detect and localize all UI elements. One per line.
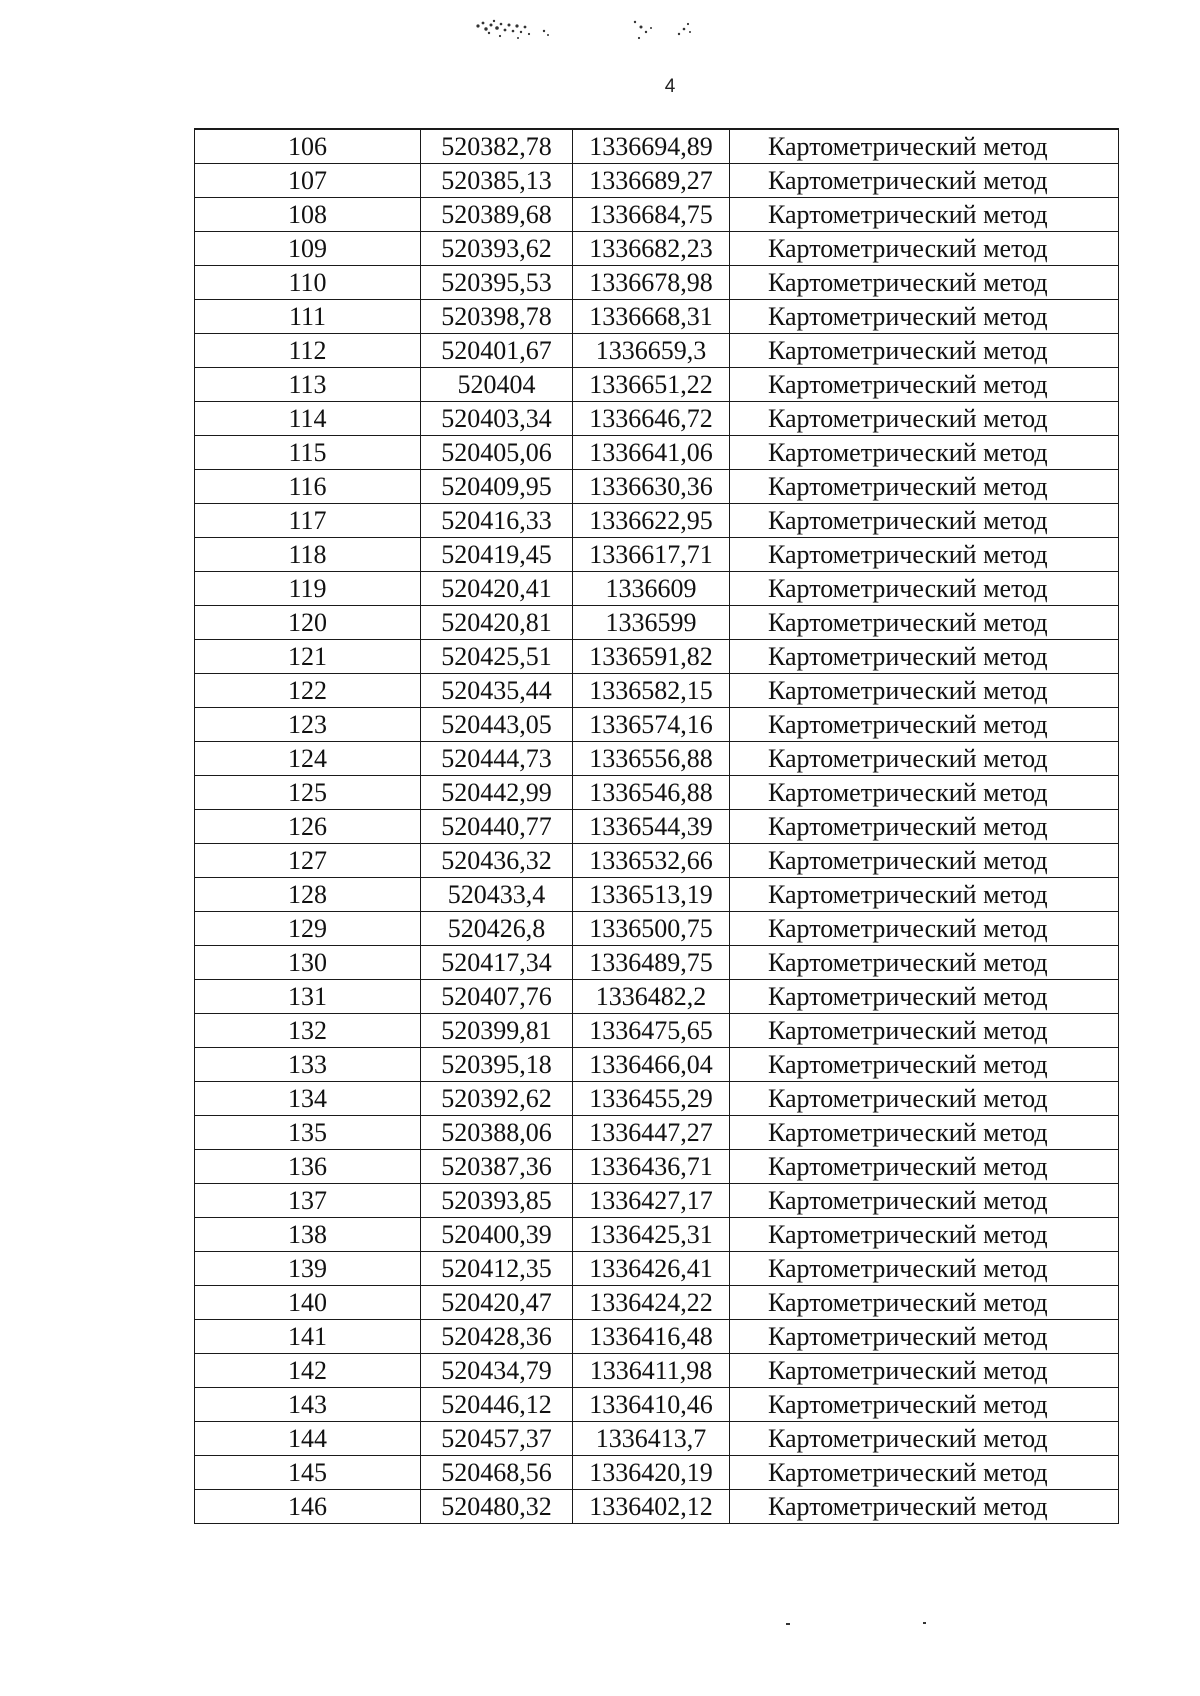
table-row — [195, 1422, 1119, 1456]
y-coordinate-cell: 1336582,15 — [573, 674, 730, 708]
method-cell: Картометрический метод — [730, 436, 1119, 470]
y-coordinate-cell: 1336411,98 — [573, 1354, 730, 1388]
point-number-cell: 126 — [195, 810, 421, 844]
table-row — [195, 470, 1119, 504]
y-coordinate-cell: 1336436,71 — [573, 1150, 730, 1184]
table-row — [195, 674, 1119, 708]
table-row — [195, 946, 1119, 980]
y-coordinate-cell: 1336544,39 — [573, 810, 730, 844]
x-coordinate-cell: 520395,53 — [421, 266, 573, 300]
y-coordinate-cell: 1336532,66 — [573, 844, 730, 878]
x-coordinate-cell: 520435,44 — [421, 674, 573, 708]
point-number-cell: 138 — [195, 1218, 421, 1252]
y-coordinate-cell: 1336682,23 — [573, 232, 730, 266]
method-cell: Картометрический метод — [730, 1286, 1119, 1320]
y-coordinate-cell: 1336689,27 — [573, 164, 730, 198]
coordinates-table-body — [195, 129, 1119, 1524]
y-coordinate-cell: 1336402,12 — [573, 1490, 730, 1524]
point-number-cell: 108 — [195, 198, 421, 232]
method-cell: Картометрический метод — [730, 198, 1119, 232]
x-coordinate-cell: 520404 — [421, 368, 573, 402]
x-coordinate-cell: 520417,34 — [421, 946, 573, 980]
point-number-cell: 118 — [195, 538, 421, 572]
y-coordinate-cell: 1336426,41 — [573, 1252, 730, 1286]
x-coordinate-cell: 520409,95 — [421, 470, 573, 504]
method-cell: Картометрический метод — [730, 1456, 1119, 1490]
x-coordinate-cell: 520405,06 — [421, 436, 573, 470]
point-number-cell: 143 — [195, 1388, 421, 1422]
y-coordinate-cell: 1336482,2 — [573, 980, 730, 1014]
point-number-cell: 130 — [195, 946, 421, 980]
method-cell: Картометрический метод — [730, 912, 1119, 946]
point-number-cell: 137 — [195, 1184, 421, 1218]
x-coordinate-cell: 520428,36 — [421, 1320, 573, 1354]
y-coordinate-cell: 1336622,95 — [573, 504, 730, 538]
table-row — [195, 402, 1119, 436]
point-number-cell: 134 — [195, 1082, 421, 1116]
table-row — [195, 742, 1119, 776]
table-row — [195, 1354, 1119, 1388]
x-coordinate-cell: 520395,18 — [421, 1048, 573, 1082]
y-coordinate-cell: 1336500,75 — [573, 912, 730, 946]
point-number-cell: 122 — [195, 674, 421, 708]
method-cell: Картометрический метод — [730, 708, 1119, 742]
x-coordinate-cell: 520401,67 — [421, 334, 573, 368]
table-row — [195, 1218, 1119, 1252]
x-coordinate-cell: 520436,32 — [421, 844, 573, 878]
table-row — [195, 129, 1119, 164]
method-cell: Картометрический метод — [730, 1388, 1119, 1422]
point-number-cell: 112 — [195, 334, 421, 368]
point-number-cell: 136 — [195, 1150, 421, 1184]
method-cell: Картометрический метод — [730, 1014, 1119, 1048]
point-number-cell: 113 — [195, 368, 421, 402]
method-cell: Картометрический метод — [730, 334, 1119, 368]
method-cell: Картометрический метод — [730, 1184, 1119, 1218]
table-row — [195, 198, 1119, 232]
point-number-cell: 121 — [195, 640, 421, 674]
method-cell: Картометрический метод — [730, 810, 1119, 844]
y-coordinate-cell: 1336678,98 — [573, 266, 730, 300]
x-coordinate-cell: 520385,13 — [421, 164, 573, 198]
y-coordinate-cell: 1336694,89 — [573, 129, 730, 164]
x-coordinate-cell: 520393,85 — [421, 1184, 573, 1218]
y-coordinate-cell: 1336646,72 — [573, 402, 730, 436]
y-coordinate-cell: 1336425,31 — [573, 1218, 730, 1252]
y-coordinate-cell: 1336413,7 — [573, 1422, 730, 1456]
x-coordinate-cell: 520398,78 — [421, 300, 573, 334]
method-cell: Картометрический метод — [730, 878, 1119, 912]
x-coordinate-cell: 520457,37 — [421, 1422, 573, 1456]
point-number-cell: 119 — [195, 572, 421, 606]
x-coordinate-cell: 520480,32 — [421, 1490, 573, 1524]
method-cell: Картометрический метод — [730, 1252, 1119, 1286]
x-coordinate-cell: 520416,33 — [421, 504, 573, 538]
table-row — [195, 640, 1119, 674]
table-row — [195, 1388, 1119, 1422]
method-cell: Картометрический метод — [730, 232, 1119, 266]
table-row — [195, 1286, 1119, 1320]
y-coordinate-cell: 1336591,82 — [573, 640, 730, 674]
y-coordinate-cell: 1336455,29 — [573, 1082, 730, 1116]
y-coordinate-cell: 1336556,88 — [573, 742, 730, 776]
point-number-cell: 117 — [195, 504, 421, 538]
y-coordinate-cell: 1336574,16 — [573, 708, 730, 742]
y-coordinate-cell: 1336599 — [573, 606, 730, 640]
point-number-cell: 128 — [195, 878, 421, 912]
table-row — [195, 1082, 1119, 1116]
y-coordinate-cell: 1336684,75 — [573, 198, 730, 232]
table-row — [195, 810, 1119, 844]
point-number-cell: 133 — [195, 1048, 421, 1082]
point-number-cell: 131 — [195, 980, 421, 1014]
point-number-cell: 110 — [195, 266, 421, 300]
x-coordinate-cell: 520420,47 — [421, 1286, 573, 1320]
y-coordinate-cell: 1336427,17 — [573, 1184, 730, 1218]
point-number-cell: 124 — [195, 742, 421, 776]
method-cell: Картометрический метод — [730, 980, 1119, 1014]
point-number-cell: 145 — [195, 1456, 421, 1490]
table-row — [195, 538, 1119, 572]
table-row — [195, 1150, 1119, 1184]
x-coordinate-cell: 520442,99 — [421, 776, 573, 810]
table-row — [195, 1252, 1119, 1286]
x-coordinate-cell: 520426,8 — [421, 912, 573, 946]
point-number-cell: 116 — [195, 470, 421, 504]
x-coordinate-cell: 520468,56 — [421, 1456, 573, 1490]
method-cell: Картометрический метод — [730, 606, 1119, 640]
x-coordinate-cell: 520420,81 — [421, 606, 573, 640]
point-number-cell: 146 — [195, 1490, 421, 1524]
y-coordinate-cell: 1336489,75 — [573, 946, 730, 980]
method-cell: Картометрический метод — [730, 844, 1119, 878]
method-cell: Картометрический метод — [730, 1422, 1119, 1456]
method-cell: Картометрический метод — [730, 129, 1119, 164]
method-cell: Картометрический метод — [730, 1082, 1119, 1116]
y-coordinate-cell: 1336420,19 — [573, 1456, 730, 1490]
point-number-cell: 111 — [195, 300, 421, 334]
table-row — [195, 436, 1119, 470]
y-coordinate-cell: 1336466,04 — [573, 1048, 730, 1082]
table-row — [195, 708, 1119, 742]
x-coordinate-cell: 520388,06 — [421, 1116, 573, 1150]
table-row — [195, 776, 1119, 810]
point-number-cell: 139 — [195, 1252, 421, 1286]
table-row — [195, 844, 1119, 878]
y-coordinate-cell: 1336424,22 — [573, 1286, 730, 1320]
method-cell: Картометрический метод — [730, 402, 1119, 436]
method-cell: Картометрический метод — [730, 1116, 1119, 1150]
point-number-cell: 129 — [195, 912, 421, 946]
point-number-cell: 142 — [195, 1354, 421, 1388]
method-cell: Картометрический метод — [730, 1354, 1119, 1388]
method-cell: Картометрический метод — [730, 368, 1119, 402]
point-number-cell: 127 — [195, 844, 421, 878]
y-coordinate-cell: 1336475,65 — [573, 1014, 730, 1048]
x-coordinate-cell: 520440,77 — [421, 810, 573, 844]
method-cell: Картометрический метод — [730, 674, 1119, 708]
point-number-cell: 125 — [195, 776, 421, 810]
x-coordinate-cell: 520393,62 — [421, 232, 573, 266]
method-cell: Картометрический метод — [730, 640, 1119, 674]
table-row — [195, 164, 1119, 198]
table-row — [195, 266, 1119, 300]
y-coordinate-cell: 1336659,3 — [573, 334, 730, 368]
method-cell: Картометрический метод — [730, 470, 1119, 504]
x-coordinate-cell: 520425,51 — [421, 640, 573, 674]
y-coordinate-cell: 1336416,48 — [573, 1320, 730, 1354]
method-cell: Картометрический метод — [730, 1218, 1119, 1252]
point-number-cell: 120 — [195, 606, 421, 640]
method-cell: Картометрический метод — [730, 504, 1119, 538]
table-row — [195, 572, 1119, 606]
point-number-cell: 106 — [195, 129, 421, 164]
point-number-cell: 140 — [195, 1286, 421, 1320]
y-coordinate-cell: 1336609 — [573, 572, 730, 606]
table-row — [195, 1320, 1119, 1354]
method-cell: Картометрический метод — [730, 742, 1119, 776]
y-coordinate-cell: 1336668,31 — [573, 300, 730, 334]
x-coordinate-cell: 520399,81 — [421, 1014, 573, 1048]
scan-noise-dots — [780, 1618, 940, 1628]
point-number-cell: 114 — [195, 402, 421, 436]
x-coordinate-cell: 520403,34 — [421, 402, 573, 436]
method-cell: Картометрический метод — [730, 164, 1119, 198]
table-row — [195, 504, 1119, 538]
y-coordinate-cell: 1336447,27 — [573, 1116, 730, 1150]
x-coordinate-cell: 520419,45 — [421, 538, 573, 572]
method-cell: Картометрический метод — [730, 1048, 1119, 1082]
table-row — [195, 1184, 1119, 1218]
table-row — [195, 1116, 1119, 1150]
x-coordinate-cell: 520400,39 — [421, 1218, 573, 1252]
method-cell: Картометрический метод — [730, 1320, 1119, 1354]
x-coordinate-cell: 520412,35 — [421, 1252, 573, 1286]
x-coordinate-cell: 520443,05 — [421, 708, 573, 742]
table-row — [195, 334, 1119, 368]
table-row — [195, 606, 1119, 640]
y-coordinate-cell: 1336410,46 — [573, 1388, 730, 1422]
method-cell: Картометрический метод — [730, 946, 1119, 980]
table-row — [195, 1490, 1119, 1524]
method-cell: Картометрический метод — [730, 1150, 1119, 1184]
y-coordinate-cell: 1336641,06 — [573, 436, 730, 470]
method-cell: Картометрический метод — [730, 300, 1119, 334]
x-coordinate-cell: 520446,12 — [421, 1388, 573, 1422]
x-coordinate-cell: 520444,73 — [421, 742, 573, 776]
method-cell: Картометрический метод — [730, 538, 1119, 572]
x-coordinate-cell: 520434,79 — [421, 1354, 573, 1388]
point-number-cell: 141 — [195, 1320, 421, 1354]
table-row — [195, 1048, 1119, 1082]
y-coordinate-cell: 1336546,88 — [573, 776, 730, 810]
point-number-cell: 107 — [195, 164, 421, 198]
table-row — [195, 1014, 1119, 1048]
coordinates-table — [194, 128, 1119, 1524]
point-number-cell: 115 — [195, 436, 421, 470]
y-coordinate-cell: 1336617,71 — [573, 538, 730, 572]
y-coordinate-cell: 1336651,22 — [573, 368, 730, 402]
x-coordinate-cell: 520389,68 — [421, 198, 573, 232]
point-number-cell: 135 — [195, 1116, 421, 1150]
x-coordinate-cell: 520420,41 — [421, 572, 573, 606]
method-cell: Картометрический метод — [730, 572, 1119, 606]
table-row — [195, 878, 1119, 912]
point-number-cell: 144 — [195, 1422, 421, 1456]
x-coordinate-cell: 520407,76 — [421, 980, 573, 1014]
x-coordinate-cell: 520392,62 — [421, 1082, 573, 1116]
table-row — [195, 980, 1119, 1014]
method-cell: Картометрический метод — [730, 266, 1119, 300]
x-coordinate-cell: 520387,36 — [421, 1150, 573, 1184]
point-number-cell: 132 — [195, 1014, 421, 1048]
table-row — [195, 232, 1119, 266]
table-row — [195, 912, 1119, 946]
y-coordinate-cell: 1336513,19 — [573, 878, 730, 912]
method-cell: Картометрический метод — [730, 776, 1119, 810]
x-coordinate-cell: 520382,78 — [421, 129, 573, 164]
point-number-cell: 109 — [195, 232, 421, 266]
point-number-cell: 123 — [195, 708, 421, 742]
table-row — [195, 300, 1119, 334]
table-row — [195, 1456, 1119, 1490]
method-cell: Картометрический метод — [730, 1490, 1119, 1524]
page-number: 4 — [664, 76, 676, 97]
y-coordinate-cell: 1336630,36 — [573, 470, 730, 504]
x-coordinate-cell: 520433,4 — [421, 878, 573, 912]
table-row — [195, 368, 1119, 402]
scan-noise-marks — [472, 14, 742, 54]
